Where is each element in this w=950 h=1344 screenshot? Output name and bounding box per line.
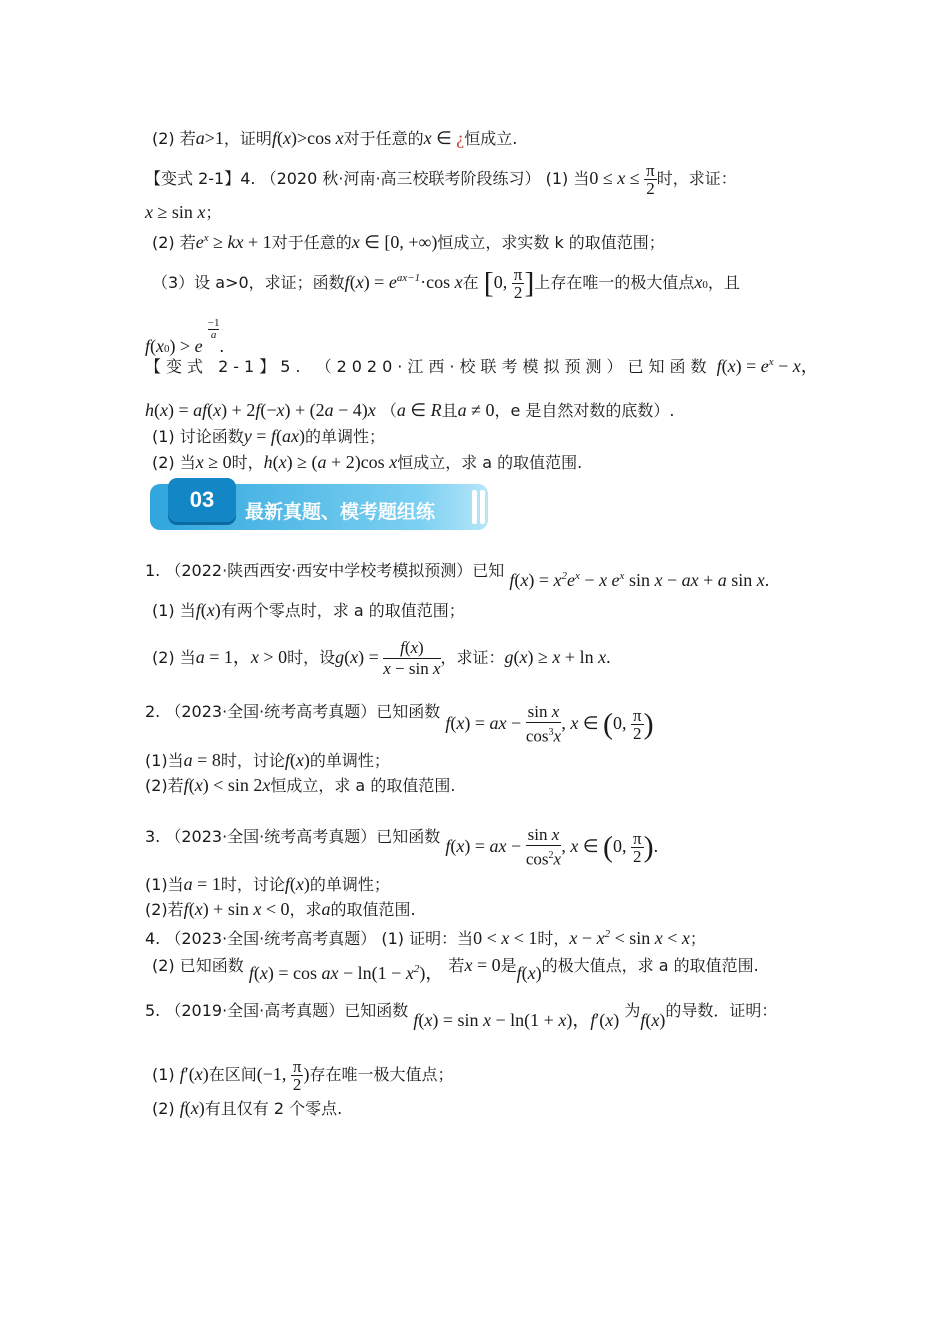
problem-line: (2)若f(x) + sin x < 0，求a的取值范围. xyxy=(145,899,416,919)
section-title: 最新真题、模考题组练 xyxy=(245,502,436,523)
problem-header: 3. （2023·全国·统考高考真题）已知函数 f(x) = ax − $\frac{\text{sin x}}{\cos^2x}$ , x ∈ (0, $\frac{\pi}{2}$ ). xyxy=(145,825,659,869)
problem-line: (1)当a = 1时，讨论f(x)的单调性； xyxy=(145,874,390,894)
banner-stripe xyxy=(480,490,485,524)
problem-header: 1. （2022·陕西西安·西安中学校考模拟预测）已知 $f(x) = x^2e^x - x$ $e^x$ sin x − ax + a sin x. xyxy=(145,561,770,590)
problem-line: (2) 已知函数 f(x) = cos ax − $\ln(1 - x^2)$， 若x = 0是f(x)的极大值点，求 a 的取值范围. xyxy=(152,955,759,983)
problem-line: (2)若f(x) < sin 2x恒成立，求 a 的取值范围. xyxy=(145,775,456,795)
problem-header: 4. （2023·全国·统考高考真题） (1) 证明：当0 < x < 1时，$x - x^2 < \sin x < x$； xyxy=(145,928,706,948)
problem-line: x ≥ sin x； xyxy=(145,202,222,222)
problem-line: h(x) = af(x) + 2f(−x) + (2a − 4)x （a ∈ R且a ≠ 0，e 是自然对数的底数）. xyxy=(145,400,675,420)
problem-line: (2) f(x)有且仅有 2 个零点. xyxy=(152,1098,343,1118)
problem-line: (2) 当x ≥ 0时，h(x) ≥ (a + 2)cos x恒成立，求 a 的取值范围. xyxy=(152,452,583,472)
problem-line: （3）设 a>0，求证；函数$f(x) = e^{ax-1}\cdot\cos$ x在 [0, $\frac{\pi}{2}$ ]上存在唯一的极大值点x0，且 xyxy=(152,265,740,302)
banner-stripe xyxy=(472,490,477,524)
section-number: 03 xyxy=(168,478,236,522)
problem-line: (2) 若$e^x$ ≥ kx + 1对于任意的x ∈ [0, +∞)恒成立，求实数 k 的取值范围； xyxy=(152,232,665,252)
problem-line: f(x0) > e $\frac{-1}{a}$ . xyxy=(145,317,224,356)
problem-header: 【变式 2-1】5. （2020·江西·校联考模拟预测）已知函数 $f(x) = e^x - x$， xyxy=(145,356,819,376)
problem-header: 【变式 2-1】4. （2020 秋·河南·高三校联考阶段练习） (1) 当0 ≤ x ≤ $\frac{\pi}{2}$ 时，求证： xyxy=(145,161,737,198)
problem-header: 2. （2023·全国·统考高考真题）已知函数 f(x) = ax − $\frac{\text{sin x}}{\cos^3x}$ , x ∈ (0, $\frac{\pi}{2}$ ) xyxy=(145,701,654,746)
problem-line: (2) 当a = 1，x > 0时，设g(x) = $\frac{f(x)}{\text{x − sin x}}$ ，求证：g(x) ≥ x + ln x. xyxy=(152,638,611,678)
problem-line: (2) 若a>1，证明f(x)>cos x对于任意的x ∈ ¿恒成立. xyxy=(152,128,518,148)
problem-line: (1) 讨论函数y = f(ax)的单调性； xyxy=(152,426,385,446)
problem-header: 5. （2019·全国·高考真题）已知函数 f(x) = sin x − ln(1 + x)，f′(x) 为f(x)的导数．证明： xyxy=(145,1001,778,1030)
problem-line: (1)当a = 8时，讨论f(x)的单调性； xyxy=(145,750,390,770)
problem-line: (1) 当f(x)有两个零点时，求 a 的取值范围； xyxy=(152,600,465,620)
problem-line: (1) f′(x)在区间(−1, $\frac{\pi}{2}$ )存在唯一极大值点； xyxy=(152,1057,454,1094)
